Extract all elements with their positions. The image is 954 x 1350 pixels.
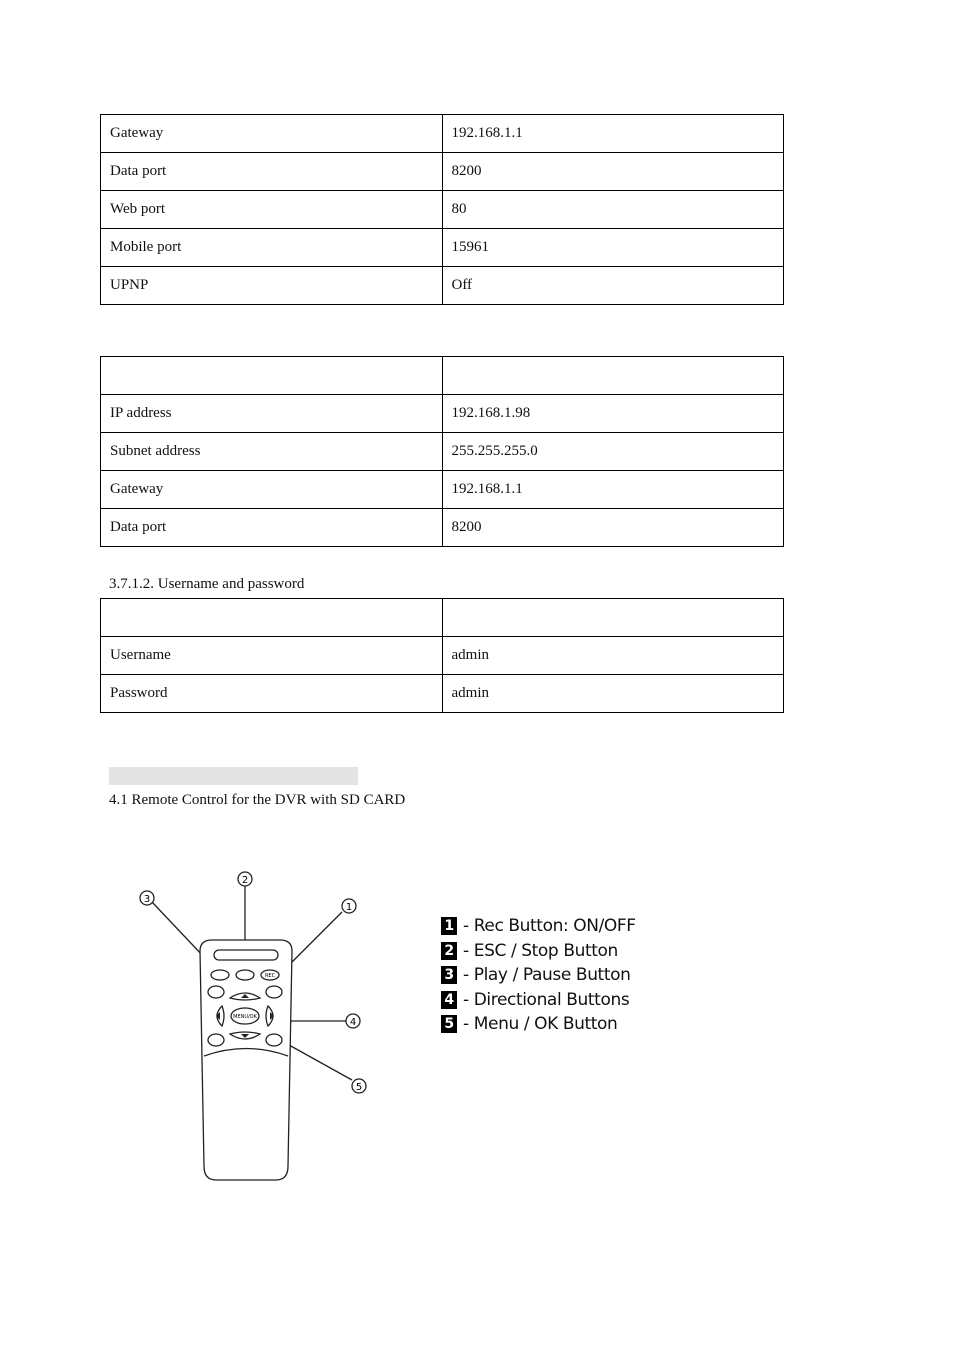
header-cell: [442, 357, 784, 395]
rec-button-label: REC: [264, 973, 276, 979]
row-value: 15961: [442, 229, 784, 267]
header-cell: [442, 599, 784, 637]
row-label: Mobile port: [101, 229, 443, 267]
legend-number: 5: [441, 1015, 457, 1033]
svg-text:4: 4: [349, 1017, 357, 1028]
table-row: [101, 267, 784, 305]
svg-text:2: 2: [241, 875, 249, 886]
row-value: 192.168.1.1: [442, 115, 784, 153]
row-label: UPNP: [101, 267, 443, 305]
row-label: Subnet address: [101, 433, 443, 471]
row-label: IP address: [101, 395, 443, 433]
row-value: 8200: [442, 509, 784, 547]
legend-item: [441, 914, 636, 939]
table-row: [101, 471, 784, 509]
table-header-row: [101, 357, 784, 395]
table-row: [101, 675, 784, 713]
legend-text: - ESC / Stop Button: [463, 940, 618, 961]
row-value: Off: [442, 267, 784, 305]
callout-1: [342, 899, 356, 913]
credentials-table: [100, 598, 784, 713]
remote-control-figure: [130, 866, 370, 1186]
legend-item: [441, 988, 636, 1013]
header-cell: [101, 357, 443, 395]
section-heading-remote: 4.1 Remote Control for the DVR with SD CARD: [109, 792, 406, 808]
header-cell: [101, 599, 443, 637]
table-header-row: [101, 599, 784, 637]
legend-text: - Play / Pause Button: [463, 965, 631, 986]
row-label: Gateway: [101, 115, 443, 153]
section-heading-username: 3.7.1.2. Username and password: [109, 576, 305, 592]
callout-4: [346, 1014, 360, 1028]
legend-number: 1: [441, 917, 457, 935]
table-row: [101, 115, 784, 153]
svg-text:3: 3: [143, 894, 151, 905]
legend-text: - Menu / OK Button: [463, 1014, 618, 1035]
row-value: admin: [442, 637, 784, 675]
table-row: [101, 637, 784, 675]
row-label: Gateway: [101, 471, 443, 509]
legend-number: 2: [441, 942, 457, 960]
row-value: admin: [442, 675, 784, 713]
row-value: 255.255.255.0: [442, 433, 784, 471]
row-label: Password: [101, 675, 443, 713]
svg-text:5: 5: [355, 1082, 363, 1093]
legend-text: - Directional Buttons: [463, 989, 630, 1010]
table-row: [101, 229, 784, 267]
table-row: [101, 191, 784, 229]
row-label: Data port: [101, 153, 443, 191]
row-value: 192.168.1.98: [442, 395, 784, 433]
callout-5: [352, 1079, 366, 1093]
row-label: Data port: [101, 509, 443, 547]
menu-ok-button-label: MENU/OK: [233, 1014, 257, 1020]
legend-item: [441, 963, 636, 988]
table-row: [101, 395, 784, 433]
svg-text:1: 1: [345, 902, 353, 913]
network-settings-table: [100, 114, 784, 305]
table-row: [101, 509, 784, 547]
legend-number: 3: [441, 966, 457, 984]
row-value: 8200: [442, 153, 784, 191]
legend-text: - Rec Button: ON/OFF: [463, 916, 636, 937]
legend-number: 4: [441, 991, 457, 1009]
row-label: Web port: [101, 191, 443, 229]
legend-item: [441, 939, 636, 964]
heading-placeholder-bar: [109, 767, 358, 785]
table-row: [101, 153, 784, 191]
callout-3: [140, 891, 154, 905]
table-row: [101, 433, 784, 471]
button-legend: [441, 914, 636, 1037]
row-value: 192.168.1.1: [442, 471, 784, 509]
static-ip-table: [100, 356, 784, 547]
row-label: Username: [101, 637, 443, 675]
row-value: 80: [442, 191, 784, 229]
callout-2: [238, 872, 252, 886]
legend-item: [441, 1012, 636, 1037]
